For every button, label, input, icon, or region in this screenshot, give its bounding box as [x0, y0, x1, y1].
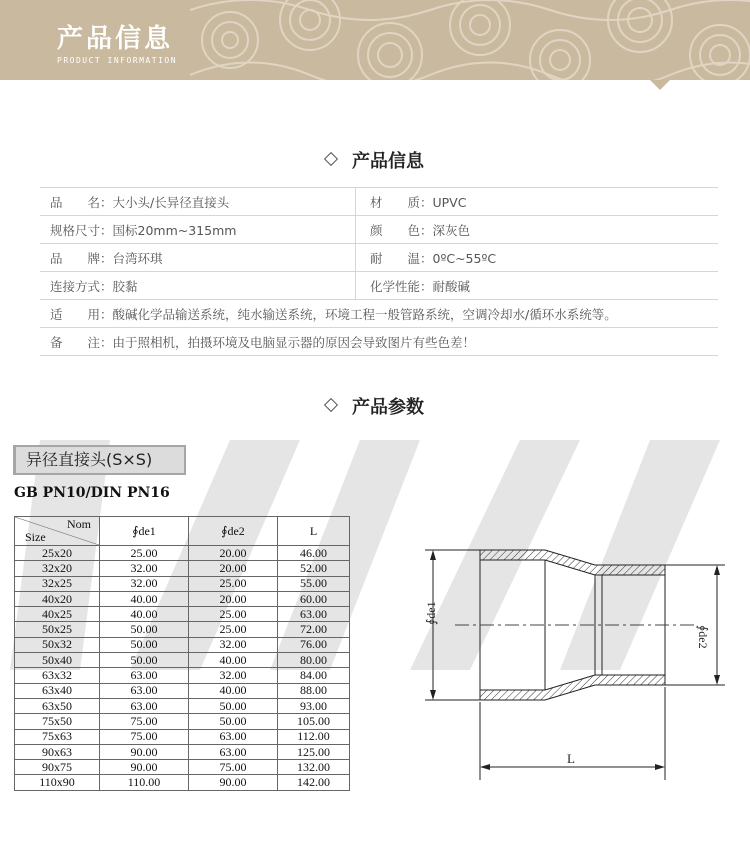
cell-l: 52.00	[278, 561, 350, 576]
cell-size: 90x75	[15, 760, 100, 775]
cell-de2: 90.00	[189, 775, 278, 790]
cell-l: 60.00	[278, 591, 350, 606]
diamond-icon	[324, 398, 338, 412]
cell-de1: 50.00	[100, 622, 189, 637]
cell-size: 50x25	[15, 622, 100, 637]
info-row-usage	[40, 300, 718, 328]
cell-de2: 20.00	[189, 546, 278, 561]
cell-size: 40x25	[15, 607, 100, 622]
cell-de1: 90.00	[100, 744, 189, 759]
banner-subtitle: PRODUCT INFORMATION	[57, 56, 178, 65]
reducer-drawing	[395, 520, 735, 780]
cell-de2: 50.00	[189, 698, 278, 713]
info-table	[40, 187, 718, 356]
cell-l: 63.00	[278, 607, 350, 622]
banner-notch	[650, 80, 670, 90]
cell-size: 50x32	[15, 637, 100, 652]
info-right: 颜 色：深灰色	[370, 222, 471, 238]
cell-l: 93.00	[278, 698, 350, 713]
cell-de2: 25.00	[189, 576, 278, 591]
table-row	[15, 775, 350, 790]
cell-l: 80.00	[278, 653, 350, 668]
header-nom: Nom	[67, 517, 91, 531]
cell-de1: 75.00	[100, 729, 189, 744]
info-row	[40, 187, 718, 216]
header-banner	[0, 0, 750, 80]
cell-size: 63x40	[15, 683, 100, 698]
cell-de2: 20.00	[189, 591, 278, 606]
info-right: 材 质：UPVC	[370, 194, 467, 210]
table-row	[15, 668, 350, 683]
cell-de1: 40.00	[100, 591, 189, 606]
info-note: 备 注：由于照相机，拍摄环境及电脑显示器的原因会导致图片有些色差！	[50, 334, 476, 350]
cell-l: 72.00	[278, 622, 350, 637]
table-row	[15, 653, 350, 668]
table-row	[15, 561, 350, 576]
cell-size: 110x90	[15, 775, 100, 790]
cell-l: 132.00	[278, 760, 350, 775]
cloud-pattern-icon	[190, 0, 750, 80]
info-left: 品 名：大小头/长异径直接头	[50, 194, 230, 210]
cell-de2: 50.00	[189, 714, 278, 729]
section-title-params: 产品参数	[0, 393, 750, 419]
de1-label: ∮de1	[424, 601, 438, 625]
cell-de2: 63.00	[189, 729, 278, 744]
info-row-note	[40, 328, 718, 356]
table-row	[15, 698, 350, 713]
cell-l: 84.00	[278, 668, 350, 683]
cell-size: 25x20	[15, 546, 100, 561]
de2-label: ∮de2	[696, 625, 710, 649]
table-row	[15, 607, 350, 622]
cell-size: 90x63	[15, 744, 100, 759]
cell-de2: 75.00	[189, 760, 278, 775]
cell-l: 46.00	[278, 546, 350, 561]
table-header	[15, 517, 350, 546]
table-row	[15, 683, 350, 698]
table-row	[15, 591, 350, 606]
table-row	[15, 744, 350, 759]
cell-de2: 20.00	[189, 561, 278, 576]
table-row	[15, 760, 350, 775]
table-row	[15, 729, 350, 744]
cell-size: 32x25	[15, 576, 100, 591]
info-row	[40, 216, 718, 244]
cell-de2: 32.00	[189, 637, 278, 652]
header-l: L	[278, 517, 350, 546]
cell-de1: 50.00	[100, 653, 189, 668]
cell-de2: 40.00	[189, 653, 278, 668]
cell-de2: 25.00	[189, 607, 278, 622]
header-de2: ∮de2	[189, 517, 278, 546]
table-row	[15, 714, 350, 729]
cell-de1: 75.00	[100, 714, 189, 729]
banner-title: 产品信息	[57, 24, 174, 54]
info-row	[40, 244, 718, 272]
info-left: 连接方式：胶黏	[50, 278, 138, 294]
cell-de1: 50.00	[100, 637, 189, 652]
cell-de1: 32.00	[100, 561, 189, 576]
info-row	[40, 272, 718, 300]
cell-de1: 40.00	[100, 607, 189, 622]
cell-de2: 40.00	[189, 683, 278, 698]
cell-de1: 25.00	[100, 546, 189, 561]
table-row	[15, 576, 350, 591]
cell-l: 105.00	[278, 714, 350, 729]
info-right: 耐 温：0ºC~55ºC	[370, 250, 497, 266]
header-nom-size	[15, 517, 100, 546]
cell-size: 63x32	[15, 668, 100, 683]
cell-de1: 63.00	[100, 683, 189, 698]
cell-l: 76.00	[278, 637, 350, 652]
info-left: 品 牌：台湾环琪	[50, 250, 163, 266]
table-row	[15, 637, 350, 652]
header-de1: ∮de1	[100, 517, 189, 546]
l-label: L	[567, 751, 575, 766]
cell-de1: 110.00	[100, 775, 189, 790]
cell-l: 142.00	[278, 775, 350, 790]
cell-l: 112.00	[278, 729, 350, 744]
info-right: 化学性能：耐酸碱	[370, 278, 471, 294]
table-row	[15, 622, 350, 637]
cell-size: 50x40	[15, 653, 100, 668]
cell-l: 55.00	[278, 576, 350, 591]
diamond-icon	[324, 152, 338, 166]
cell-size: 32x20	[15, 561, 100, 576]
cell-de1: 32.00	[100, 576, 189, 591]
header-size: Size	[25, 530, 46, 544]
cell-l: 125.00	[278, 744, 350, 759]
info-usage: 适 用：酸碱化学品输送系统，纯水输送系统，环境工程一般管路系统，空调冷却水/循环水系统等。	[50, 306, 617, 322]
info-left: 规格尺寸：国标20mm~315mm	[50, 222, 237, 238]
cell-size: 63x50	[15, 698, 100, 713]
cell-size: 75x50	[15, 714, 100, 729]
cell-size: 75x63	[15, 729, 100, 744]
cell-de1: 90.00	[100, 760, 189, 775]
table-row	[15, 546, 350, 561]
standard-label: GB PN10/DIN PN16	[14, 485, 170, 501]
spec-table	[14, 516, 350, 791]
cell-l: 88.00	[278, 683, 350, 698]
cell-size: 40x20	[15, 591, 100, 606]
cell-de1: 63.00	[100, 668, 189, 683]
product-tab: 异径直接头(S×S)	[16, 447, 184, 473]
section-title-info: 产品信息	[0, 147, 750, 173]
cell-de2: 63.00	[189, 744, 278, 759]
cell-de1: 63.00	[100, 698, 189, 713]
cell-de2: 32.00	[189, 668, 278, 683]
cell-de2: 25.00	[189, 622, 278, 637]
